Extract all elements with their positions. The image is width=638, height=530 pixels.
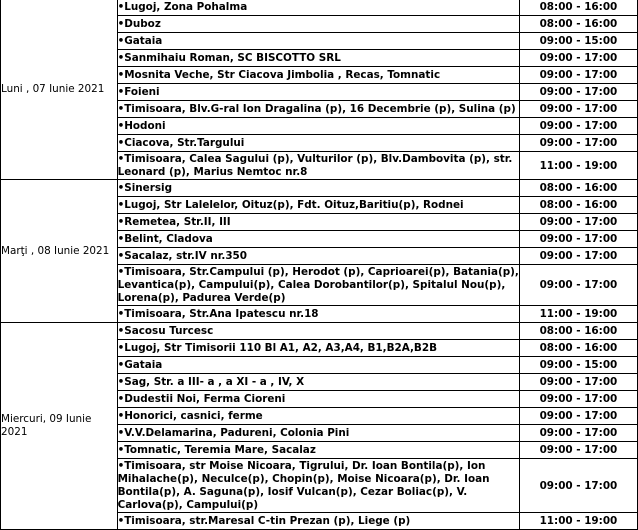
time-cell: 09:00 - 17:00: [519, 374, 637, 391]
location-line: •Lugoj, Str Lalelelor, Oituz(p), Fdt. Oituz,Baritiu(p), Rodnei: [117, 198, 464, 211]
location-line: •Sanmihaiu Roman, SC BISCOTTO SRL: [117, 51, 341, 64]
location-line: •Timisoara, Blv.G-ral Ion Dragalina (p), 16 Decembrie (p), Sulina (p): [117, 102, 516, 115]
location-cell: [117, 323, 519, 340]
location-line: •Hodoni: [117, 119, 166, 132]
time-cell: 08:00 - 16:00: [519, 0, 637, 16]
location-line: Mihalache(p), Neculce(p), Chopin(p), Moise Nicoara(p), Dr. Ioan: [117, 472, 490, 485]
location-line: •Remetea, Str.II, III: [117, 215, 231, 228]
location-cell: [117, 357, 519, 374]
schedule-row: [1, 323, 638, 340]
time-cell: 09:00 - 17:00: [519, 442, 637, 459]
location-line: •Foieni: [117, 85, 160, 98]
location-cell: [117, 101, 519, 118]
time-cell: 09:00 - 17:00: [519, 459, 637, 513]
location-cell: [117, 442, 519, 459]
location-line: •Lugoj, Zona Pohalma: [117, 0, 248, 13]
time-cell: 08:00 - 16:00: [519, 323, 637, 340]
location-line: •Gataia: [117, 358, 163, 371]
location-line: •V.V.Delamarina, Padureni, Colonia Pini: [117, 426, 350, 439]
location-line: •Timisoara, Str.Ana Ipatescu nr.18: [117, 307, 319, 320]
location-cell: [117, 248, 519, 265]
time-cell: 09:00 - 17:00: [519, 50, 637, 67]
time-cell: 09:00 - 17:00: [519, 214, 637, 231]
location-cell: [117, 197, 519, 214]
time-cell: 09:00 - 17:00: [519, 118, 637, 135]
day-cell: Miercuri, 09 Iunie 2021: [1, 323, 118, 530]
location-cell: [117, 67, 519, 84]
location-cell: [117, 84, 519, 101]
location-cell: [117, 391, 519, 408]
location-line: •Dudestii Noi, Ferma Cioreni: [117, 392, 286, 405]
location-cell: [117, 513, 519, 530]
time-cell: 08:00 - 16:00: [519, 340, 637, 357]
location-cell: [117, 0, 519, 16]
schedule-row: [1, 0, 638, 16]
day-cell: Luni , 07 Iunie 2021: [1, 0, 118, 180]
location-line: •Timisoara, str.Maresal C-tin Prezan (p), Liege (p): [117, 514, 411, 527]
time-cell: 09:00 - 17:00: [519, 265, 637, 306]
time-cell: 08:00 - 16:00: [519, 197, 637, 214]
time-cell: 09:00 - 17:00: [519, 101, 637, 118]
time-cell: 09:00 - 17:00: [519, 135, 637, 152]
location-cell: [117, 408, 519, 425]
time-cell: 09:00 - 17:00: [519, 67, 637, 84]
time-cell: 09:00 - 17:00: [519, 391, 637, 408]
location-line: •Sag, Str. a III- a , a XI - a , IV, X: [117, 375, 305, 388]
time-cell: 09:00 - 17:00: [519, 84, 637, 101]
location-cell: [117, 33, 519, 50]
day-cell: Marţi , 08 Iunie 2021: [1, 180, 118, 323]
time-cell: 09:00 - 17:00: [519, 248, 637, 265]
location-line: •Timisoara, Str.Campului (p), Herodot (p), Caprioarei(p), Batania(p),: [117, 265, 519, 278]
schedule-body: [1, 0, 638, 530]
time-cell: 11:00 - 19:00: [519, 306, 637, 323]
location-line: •Belint, Cladova: [117, 232, 213, 245]
location-cell: [117, 152, 519, 180]
time-cell: 08:00 - 16:00: [519, 16, 637, 33]
location-line: •Honorici, casnici, ferme: [117, 409, 263, 422]
location-line: •Timisoara, Calea Sagului (p), Vulturilor (p), Blv.Dambovita (p), str.: [117, 152, 513, 165]
location-line: •Tomnatic, Teremia Mare, Sacalaz: [117, 443, 316, 456]
location-line: Lorena(p), Padurea Verde(p): [117, 291, 286, 304]
location-line: Leonard (p), Marius Nemtoc nr.8: [117, 165, 308, 178]
time-cell: 09:00 - 15:00: [519, 33, 637, 50]
location-line: •Mosnita Veche, Str Ciacova Jimbolia , Recas, Tomnatic: [117, 68, 441, 81]
location-line: Carlova(p), Campului(p): [117, 498, 259, 511]
location-cell: [117, 214, 519, 231]
location-cell: [117, 425, 519, 442]
time-cell: 11:00 - 19:00: [519, 152, 637, 180]
location-line: •Gataia: [117, 34, 163, 47]
location-line: •Sacosu Turcesc: [117, 324, 214, 337]
location-cell: [117, 306, 519, 323]
location-cell: [117, 135, 519, 152]
time-cell: 11:00 - 19:00: [519, 513, 637, 530]
location-line: Bontila(p), A. Saguna(p), Iosif Vulcan(p), Cezar Boliac(p), V.: [117, 485, 468, 498]
time-cell: 09:00 - 17:00: [519, 231, 637, 248]
schedule-row: [1, 180, 638, 197]
location-cell: [117, 459, 519, 513]
location-cell: [117, 118, 519, 135]
time-cell: 09:00 - 17:00: [519, 425, 637, 442]
time-cell: 08:00 - 16:00: [519, 180, 637, 197]
location-line: •Sacalaz, str.IV nr.350: [117, 249, 248, 262]
location-line: •Lugoj, Str Timisorii 110 Bl A1, A2, A3,A4, B1,B2A,B2B: [117, 341, 437, 354]
time-cell: 09:00 - 15:00: [519, 357, 637, 374]
location-line: •Sinersig: [117, 181, 173, 194]
location-line: •Duboz: [117, 17, 161, 30]
location-cell: [117, 16, 519, 33]
location-line: •Timisoara, str Moise Nicoara, Tigrului, Dr. Ioan Bontila(p), Ion: [117, 459, 486, 472]
location-cell: [117, 374, 519, 391]
location-cell: [117, 231, 519, 248]
location-cell: [117, 180, 519, 197]
location-line: Levantica(p), Campului(p), Calea Dorobantilor(p), Spitalul Nou(p),: [117, 278, 506, 291]
location-line: •Ciacova, Str.Targului: [117, 136, 245, 149]
location-cell: [117, 340, 519, 357]
location-cell: [117, 265, 519, 306]
location-cell: [117, 50, 519, 67]
time-cell: 09:00 - 17:00: [519, 408, 637, 425]
